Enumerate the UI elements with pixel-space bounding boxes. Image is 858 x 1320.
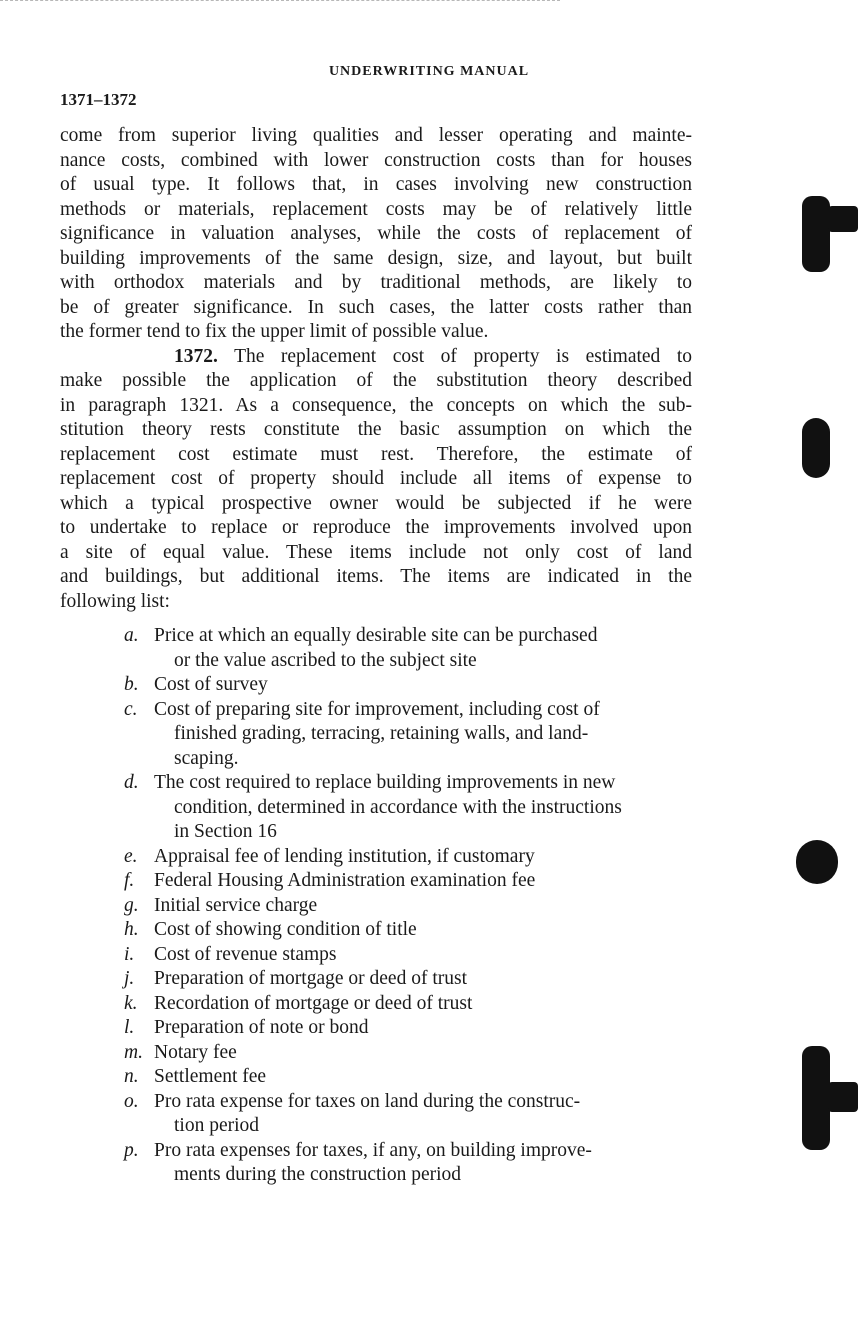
item-letter: c. bbox=[124, 698, 138, 720]
list-item bbox=[124, 992, 692, 1017]
list-item bbox=[124, 869, 692, 894]
text-line: nance costs, combined with lower construction costs than for houses bbox=[60, 149, 692, 171]
list-item bbox=[124, 1139, 692, 1188]
text-line: of usual type. It follows that, in cases involving new construction bbox=[60, 174, 692, 195]
list-item bbox=[124, 1041, 692, 1066]
item-letter: m. bbox=[124, 1041, 143, 1063]
item-letter: g. bbox=[124, 894, 139, 916]
text-line: The replacement cost of property is estimated to bbox=[234, 345, 692, 367]
text-line: a site of equal value. These items include not only cost of land bbox=[60, 541, 692, 563]
item-text-line: Preparation of note or bond bbox=[154, 1017, 369, 1038]
item-text-line: or the value ascribed to the subject site bbox=[174, 649, 477, 671]
item-text-line: Cost of showing condition of title bbox=[154, 919, 417, 940]
item-text-line: Cost of preparing site for improvement, including cost of bbox=[154, 698, 600, 720]
text-line: make possible the application of the substitution theory described bbox=[60, 370, 692, 391]
binder-tab-mark bbox=[802, 1046, 830, 1150]
paragraph-1371-continued bbox=[60, 124, 692, 345]
list-item bbox=[124, 1065, 692, 1090]
text-line: building improvements of the same design, size, and layout, but built bbox=[60, 247, 692, 269]
binder-tab-mark bbox=[828, 206, 858, 232]
list-item bbox=[124, 845, 692, 870]
binder-tab-mark bbox=[802, 196, 830, 272]
item-letter: b. bbox=[124, 674, 139, 695]
text-line: replacement cost estimate must rest. Therefore, the estimate of bbox=[60, 443, 692, 465]
list-item bbox=[124, 624, 692, 673]
item-text-line: Appraisal fee of lending institution, if customary bbox=[154, 845, 535, 867]
item-letter: j. bbox=[124, 968, 135, 989]
text-line: be of greater significance. In such cases, the latter costs rather than bbox=[60, 296, 692, 318]
item-text-line: Recordation of mortgage or deed of trust bbox=[154, 992, 473, 1014]
binder-tab-mark bbox=[828, 1082, 858, 1112]
text-line: to undertake to replace or reproduce the improvements involved upon bbox=[60, 517, 692, 538]
paragraph-first-line bbox=[60, 345, 692, 370]
list-item bbox=[124, 771, 692, 845]
item-text-line: Cost of revenue stamps bbox=[154, 943, 337, 965]
item-letter: k. bbox=[124, 992, 138, 1014]
item-letter: o. bbox=[124, 1090, 139, 1112]
top-rule bbox=[0, 0, 560, 3]
text-line: which a typical prospective owner would be subjected if he were bbox=[60, 492, 692, 514]
item-letter: f. bbox=[124, 870, 135, 891]
item-text-line: Settlement fee bbox=[154, 1066, 267, 1087]
item-text-line: scaping. bbox=[174, 747, 239, 769]
text-line: methods or materials, replacement costs may be of relatively little bbox=[60, 198, 692, 220]
item-text-line: Pro rata expenses for taxes, if any, on building improve- bbox=[154, 1139, 592, 1161]
text-line: significance in valuation analyses, while the costs of replacement of bbox=[60, 223, 692, 244]
text-line: come from superior living qualities and lesser operating and mainte- bbox=[60, 125, 692, 146]
binder-tab-mark bbox=[796, 840, 838, 884]
item-text-line: tion period bbox=[174, 1115, 260, 1136]
item-letter: p. bbox=[124, 1139, 139, 1161]
text-line: replacement cost of property should include all items of expense to bbox=[60, 468, 692, 489]
item-letter: a. bbox=[124, 625, 139, 646]
text-line: the former tend to fix the upper limit of possible value. bbox=[60, 321, 489, 342]
text-line: following list: bbox=[60, 590, 170, 612]
running-title: UNDERWRITING MANUAL bbox=[328, 64, 530, 79]
list-item bbox=[124, 1016, 692, 1041]
item-text-line: Notary fee bbox=[154, 1041, 237, 1063]
item-text-line: Preparation of mortgage or deed of trust bbox=[154, 968, 467, 989]
item-letter: e. bbox=[124, 845, 138, 867]
binder-tab-mark bbox=[802, 418, 830, 478]
item-text-line: Pro rata expense for taxes on land during the construc- bbox=[154, 1090, 581, 1112]
list-item bbox=[124, 918, 692, 943]
paragraph-1372 bbox=[60, 345, 692, 615]
text-line: in paragraph 1321. As a consequence, the concepts on which the sub- bbox=[60, 394, 692, 416]
list-item bbox=[124, 698, 692, 772]
list-item bbox=[124, 1090, 692, 1139]
body-text bbox=[60, 124, 692, 614]
item-text-line: Initial service charge bbox=[154, 894, 318, 916]
item-letter: d. bbox=[124, 772, 139, 793]
item-text-line: Cost of survey bbox=[154, 674, 268, 695]
list-item bbox=[124, 894, 692, 919]
paragraph-number: 1372. bbox=[174, 345, 218, 367]
item-letter: l. bbox=[124, 1017, 135, 1038]
text-line: and buildings, but additional items. The items are indicated in the bbox=[60, 566, 692, 587]
expense-items-list bbox=[124, 624, 692, 1188]
item-text-line: in Section 16 bbox=[174, 821, 277, 842]
item-text-line: The cost required to replace building improvements in new bbox=[154, 772, 616, 793]
item-letter: i. bbox=[124, 943, 135, 965]
text-line: with orthodox materials and by traditional methods, are likely to bbox=[60, 272, 692, 293]
item-letter: h. bbox=[124, 919, 139, 940]
item-text-line: finished grading, terracing, retaining walls, and land- bbox=[174, 723, 589, 744]
list-item bbox=[124, 967, 692, 992]
text-line: stitution theory rests constitute the basic assumption on which the bbox=[60, 419, 692, 440]
page-range: 1371–1372 bbox=[60, 90, 137, 109]
item-text-line: Price at which an equally desirable site can be purchased bbox=[154, 625, 598, 646]
list-item bbox=[124, 673, 692, 698]
item-text-line: condition, determined in accordance with the instructions bbox=[174, 796, 622, 818]
item-letter: n. bbox=[124, 1066, 139, 1087]
item-text-line: Federal Housing Administration examination fee bbox=[154, 870, 536, 891]
list-item bbox=[124, 943, 692, 968]
item-text-line: ments during the construction period bbox=[174, 1164, 462, 1185]
